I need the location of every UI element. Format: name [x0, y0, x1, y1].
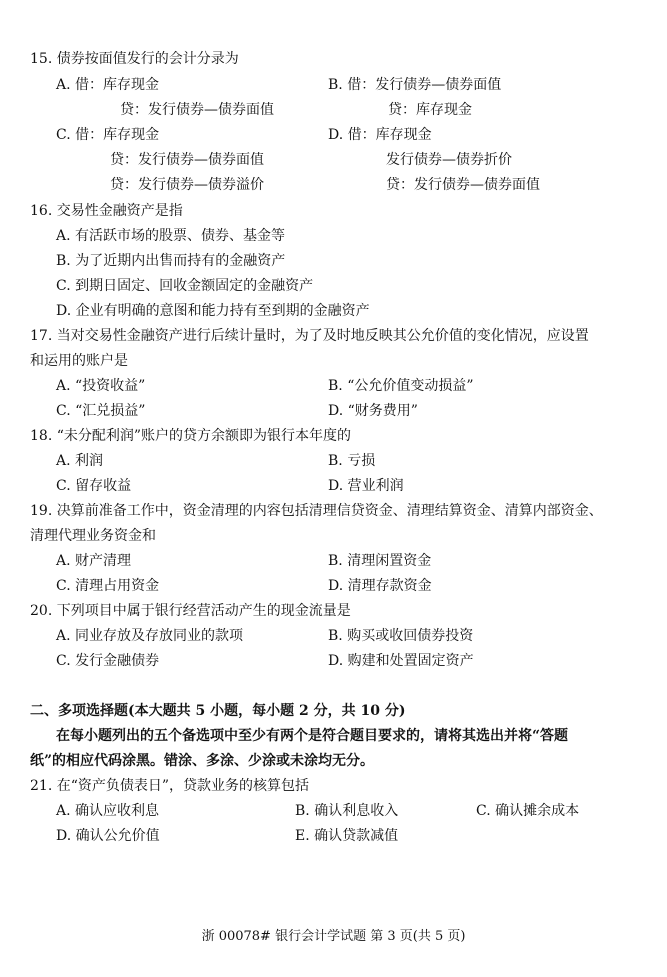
q15-stem: 15. 债券按面值发行的会计分录为 [30, 51, 239, 67]
q15-option-c-credit-2: 贷：发行债券—债券溢价 [110, 177, 264, 193]
q21-option-c: C. 确认摊余成本 [476, 803, 580, 819]
q15-option-c-debit: C. 借：库存现金 [56, 127, 160, 143]
q19-option-a: A. 财产清理 [56, 553, 132, 569]
q17-stem-line2: 和运用的账户是 [30, 353, 128, 369]
q20-option-b: B. 购买或收回债券投资 [328, 628, 474, 644]
q16-option-d: D. 企业有明确的意图和能力持有至到期的金融资产 [56, 303, 370, 319]
q18-stem: 18. “未分配利润”账户的贷方余额即为银行本年度的 [30, 428, 352, 444]
q16-option-a: A. 有活跃市场的股票、债券、基金等 [56, 228, 286, 244]
q15-option-d-credit: 贷：发行债券—债券面值 [386, 177, 540, 193]
q19-option-b: B. 清理闲置资金 [328, 553, 432, 569]
q19-option-d: D. 清理存款资金 [328, 578, 432, 594]
q21-stem: 21. 在“资产负债表日”，贷款业务的核算包括 [30, 778, 310, 794]
q17-option-b: B. “公允价值变动损益” [328, 378, 474, 394]
q21-option-d: D. 确认公允价值 [56, 828, 160, 844]
q20-option-d: D. 购建和处置固定资产 [328, 653, 474, 669]
q15-option-a-debit: A. 借：库存现金 [56, 77, 160, 93]
section2-title: 二、多项选择题(本大题共 5 小题，每小题 2 分，共 10 分) [30, 703, 406, 719]
q19-option-c: C. 清理占用资金 [56, 578, 160, 594]
page-footer: 浙 00078# 银行会计学试题 第 3 页(共 5 页) [201, 929, 466, 944]
q21-option-a: A. 确认应收利息 [56, 803, 160, 819]
section2-instruction-line1: 在每小题列出的五个备选项中至少有两个是符合题目要求的，请将其选出并将“答题 [56, 728, 569, 744]
q20-stem: 20. 下列项目中属于银行经营活动产生的现金流量是 [30, 603, 351, 619]
q19-stem-line1: 19. 决算前准备工作中，资金清理的内容包括清理信贷资金、清理结算资金、清算内部资金、 [30, 503, 603, 519]
q17-stem-line1: 17. 当对交易性金融资产进行后续计量时，为了及时地反映其公允价值的变化情况，应设置 [30, 328, 589, 344]
q15-option-b-debit: B. 借：发行债券—债券面值 [328, 77, 502, 93]
q15-option-b-credit: 贷：库存现金 [388, 102, 472, 118]
q17-option-d: D. “财务费用” [328, 403, 418, 419]
q17-option-a: A. “投资收益” [56, 378, 146, 394]
q19-stem-line2: 清理代理业务资金和 [30, 528, 156, 544]
q21-option-b: B. 确认利息收入 [295, 803, 399, 819]
q18-option-a: A. 利润 [56, 453, 104, 469]
q16-option-b: B. 为了近期内出售而持有的金融资产 [56, 253, 286, 269]
q15-option-d-debit: D. 借：库存现金 [328, 127, 432, 143]
section2-instruction-line2: 纸”的相应代码涂黑。错涂、多涂、少涂或未涂均无分。 [30, 753, 375, 769]
q16-stem: 16. 交易性金融资产是指 [30, 203, 183, 219]
q18-option-d: D. 营业利润 [328, 478, 404, 494]
q18-option-b: B. 亏损 [328, 453, 376, 469]
q16-option-c: C. 到期日固定、回收金额固定的金融资产 [56, 278, 314, 294]
q15-option-d-debit-2: 发行债券—债券折价 [386, 152, 512, 168]
q21-option-e: E. 确认贷款减值 [295, 828, 399, 844]
q15-option-c-credit-1: 贷：发行债券—债券面值 [110, 152, 264, 168]
q17-option-c: C. “汇兑损益” [56, 403, 146, 419]
q20-option-c: C. 发行金融债券 [56, 653, 160, 669]
q18-option-c: C. 留存收益 [56, 478, 132, 494]
q20-option-a: A. 同业存放及存放同业的款项 [56, 628, 244, 644]
q15-option-a-credit: 贷：发行债券—债券面值 [120, 102, 274, 118]
